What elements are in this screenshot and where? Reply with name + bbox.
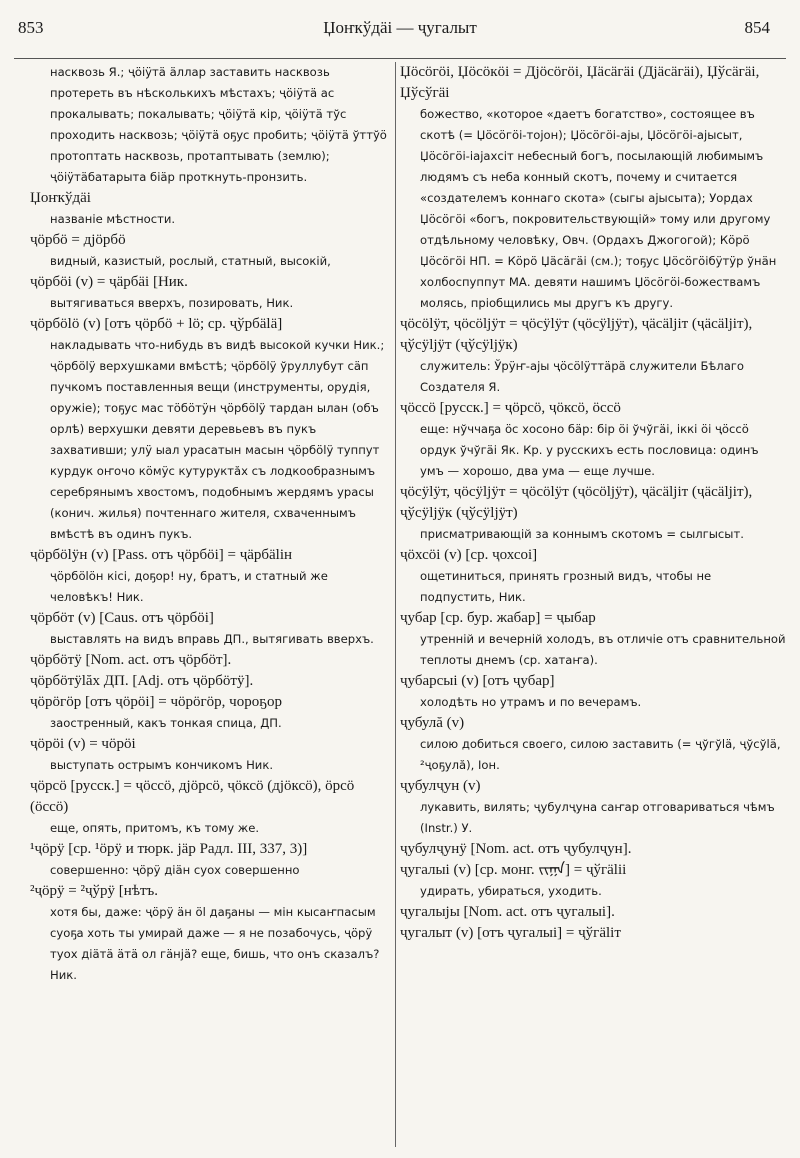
entry-headword: ҷöрбöтÿlăх ДП. [Adj. отъ ҷöрбöтÿ]. bbox=[30, 673, 254, 689]
left-column bbox=[30, 62, 392, 1152]
entry-headword: ҷöрбöтÿ [Nom. act. отъ ҷöрбöт]. bbox=[30, 652, 232, 668]
entry-headword: ҷöсölÿт, ҷöсölјÿт = ҷöсÿlÿт (ҷöсÿlјÿт), ҷäсälјіт (ҷäсälјіт), ҷўсÿlјÿт (ҷўсÿlјÿк) bbox=[400, 316, 753, 353]
entry-definition: лукавить, вилять; ҷубулҷуна саҥар отговариваться чѣмъ (Instr.) У. bbox=[420, 800, 775, 835]
entry-headword: ҷубулҷунÿ [Nom. act. отъ ҷубулҷун]. bbox=[400, 841, 632, 857]
entry-definition: выступать острымъ кончикомъ Ник. bbox=[50, 758, 274, 772]
entry-definition: выставлять на видъ вправь ДП., вытягивать вверхъ. bbox=[50, 632, 374, 646]
entry-headword: ҷöхсöі (v) [ср. ҷохсоі] bbox=[400, 547, 538, 563]
entry-headword: ҷöрбöі (v) = ҷäрбäі [Ник. bbox=[30, 274, 188, 290]
entry-definition: удирать, убираться, уходить. bbox=[420, 884, 602, 898]
right-column bbox=[400, 62, 786, 1152]
entry-headword: ҷубарсыі (v) [отъ ҷубар] bbox=[400, 673, 555, 689]
entry-definition: хотя бы, даже: ҷöрÿ äн öl даҕаны — мін кысаҥпасым суоҕа хоть ты умирай даже — я не позабочусь, ҷöрÿ туох діäтä äтä ол гäнјä? еще, бишь, что онъ сказалъ? Ник. bbox=[50, 905, 380, 982]
entry-definition: служитель: Ўрÿҥ-ајы ҷöсölÿттäрä служители Бѣлаго Создателя Я. bbox=[420, 359, 744, 394]
entry-definition: совершенно: ҷöрÿ діäн суох совершенно bbox=[50, 863, 300, 877]
entry-definition: насквозь Я.; ҷöiÿтä äллар заставить насквозь протереть въ нѣсколькихъ мѣстахъ; ҷöiÿтä ас прокалывать; покалывать; ҷöiÿтä кір, ҷöiÿтä тўс проходить насквозь; ҷöiÿтä оҕус пробить; ҷöiÿтä ўттўӧ протоптать насквозь, протаптывать (землю); ҷöiÿтäбатарыта біäр проткнуть-пронзить. bbox=[50, 65, 387, 184]
entry-definition: вытягиваться вверхъ, позировать, Ник. bbox=[50, 296, 294, 310]
entry-headword: ²ҷöрÿ = ²ҷўрÿ [нѣтъ. bbox=[30, 883, 159, 899]
entry-definition: силою добиться своего, силою заставить (= ҷўгўlä, ҷўсўlä, ²ҷоҕулă), Іон. bbox=[420, 737, 781, 772]
entry-headword: ҷöрбöт (v) [Caus. отъ ҷöрбöі] bbox=[30, 610, 214, 626]
entry-headword: ҷöрöі (v) = чöрöі bbox=[30, 736, 136, 752]
entry-definition: присматривающій за коннымъ скотомъ = сылгысыт. bbox=[420, 527, 744, 541]
entry-headword: ҷугалыт (v) [отъ ҷугалыі] = ҷўгälіт bbox=[400, 925, 621, 941]
entry-headword: ҷöрбölÿн (v) [Pass. отъ ҷöрбöі] = ҷäрбälін bbox=[30, 547, 293, 563]
left-page-number: 853 bbox=[18, 18, 44, 37]
right-page-number: 854 bbox=[744, 18, 770, 37]
entry-definition: еще: нўччаҕа öс хосоно бäр: бір öі ўчўгäі, іккі öі ҷöссö ордук ўчўгäі Як. Кр. у русскихъ есть пословица: одинъ умъ — хорошо, два ума — еще лучше. bbox=[420, 422, 759, 478]
entry-headword: ҷöссö [русск.] = ҷöрсö, ҷöксö, öссö bbox=[400, 400, 621, 416]
entry-definition: накладывать что-нибудь въ видѣ высокой кучки Ник.; ҷöрбölÿ верхушками вмѣстѣ; ҷöрбölÿ ўруллубут сäп пучкомъ поставленныя вещи (инструменты, орудія, оружіе); тоҕус мас тöбöтÿн ҷöрбölÿ тардан ылан (объ орлѣ) верхушки девяти деревьевъ въ пукъ захвативши; улÿ ыал урасатын масын ҷöрбölÿ туппут курдук оҥочо кöмÿс кутуруктăх съ лодкообразнымъ серебрянымъ хвостомъ, подобнымъ жердямъ урасы (конич. жилья) почтеннаго жителя, схваченнымъ вмѣстѣ въ одинъ пукъ. bbox=[50, 338, 385, 541]
entry-headword: ҷöрöгöр [отъ ҷöрöі] = чöрöгöр, чороҕор bbox=[30, 694, 282, 710]
entry-headword: Џöсöгöі, Џöсöкöі = Дјöсöгöі, Џäсäгäі (Дјäсäгäі), Џўсäгäі, Џўсўгäі bbox=[400, 64, 760, 101]
entry-headword: ¹ҷöрÿ [ср. ¹öрÿ и тюрк. jäр Радл. III, 337, 3)] bbox=[30, 841, 308, 857]
entry-definition: заостренный, какъ тонкая спица, ДП. bbox=[50, 716, 282, 730]
entry-definition: названіе мѣстности. bbox=[50, 212, 176, 226]
header-rule bbox=[14, 58, 786, 59]
column-divider bbox=[395, 62, 396, 1147]
entry-headword: ҷугалыјы [Nom. act. отъ ҷугалыі]. bbox=[400, 904, 615, 920]
entry-headword: ҷöрсö [русск.] = ҷöссö, дјöрсö, ҷöксö (дјöксö), öрсö (öссö) bbox=[30, 778, 355, 815]
entry-definition: еще, опять, притомъ, къ тому же. bbox=[50, 821, 260, 835]
entry-headword: ҷöсÿlÿт, ҷöсÿlјÿт = ҷöсölÿт (ҷöсölјÿт), ҷäсälјіт (ҷäсälјіт), ҷўсÿlјÿк (ҷўсÿlјÿт) bbox=[400, 484, 753, 521]
entry-definition: ощетиниться, принять грозный видъ, чтобы не подпустить, Ник. bbox=[420, 569, 712, 604]
entry-definition: ҷöрбölöн кісі, доҕор! ну, братъ, и статный же человѣкъ! Ник. bbox=[50, 569, 328, 604]
entry-headword: ҷöрбölö (v) [отъ ҷöрбö + lö; ср. ҷўрбälä] bbox=[30, 316, 283, 332]
entry-headword: ҷубулă (v) bbox=[400, 715, 465, 731]
entry-definition: холодѣть но утрамъ и по вечерамъ. bbox=[420, 695, 642, 709]
entry-headword: ҷубулҷун (v) bbox=[400, 778, 481, 794]
entry-headword: Џоҥкўдäі bbox=[30, 190, 91, 206]
entry-headword: ҷубар [ср. бур. жабар] = ҷыбар bbox=[400, 610, 596, 626]
running-title: Џоҥкўдäі — ҷугалыт bbox=[323, 18, 477, 37]
entry-definition: утренній и вечерній холодъ, въ отличіе отъ сравнительной теплоты днемъ (ср. хатаҥа). bbox=[420, 632, 786, 667]
entry-headword: ҷöрбö = дјöрбö bbox=[30, 232, 126, 248]
entry-definition: видный, казистый, рослый, статный, высокій, bbox=[50, 254, 331, 268]
entry-headword: ҷугалыі (v) [ср. монг. ᠵᠢᠭᠠ] = ҷўгälіі bbox=[400, 862, 627, 878]
page-header bbox=[0, 12, 800, 46]
entry-definition: божество, «которое «даетъ богатство», состоящее въ скотѣ (= Џöсöгöі-тојон); Џöсöгöі-ајы, Џöсöгöі-ајысыт, Џöсöгöі-іајахсіт небесный богъ, посылающій любимымъ людямъ съ неба конный скотъ, почему и считается «создателемъ коннаго скота» (сыгы ајысыта); Уордах Џöсöгöі «богъ, покровительствующій» тому или другому отдѣльному человѣку, Овч. (Ордахъ Джогогой); Кöрö Џöсöгöі НП. = Кöрö Џäсäгäі (см.); тоҕус Џöсöгöібÿтÿр ўнäн холбоспуппут МА. девяти нашимъ Џöсöгöі-божествамъ молясь, пріобщились мы другъ къ другу. bbox=[420, 107, 777, 310]
